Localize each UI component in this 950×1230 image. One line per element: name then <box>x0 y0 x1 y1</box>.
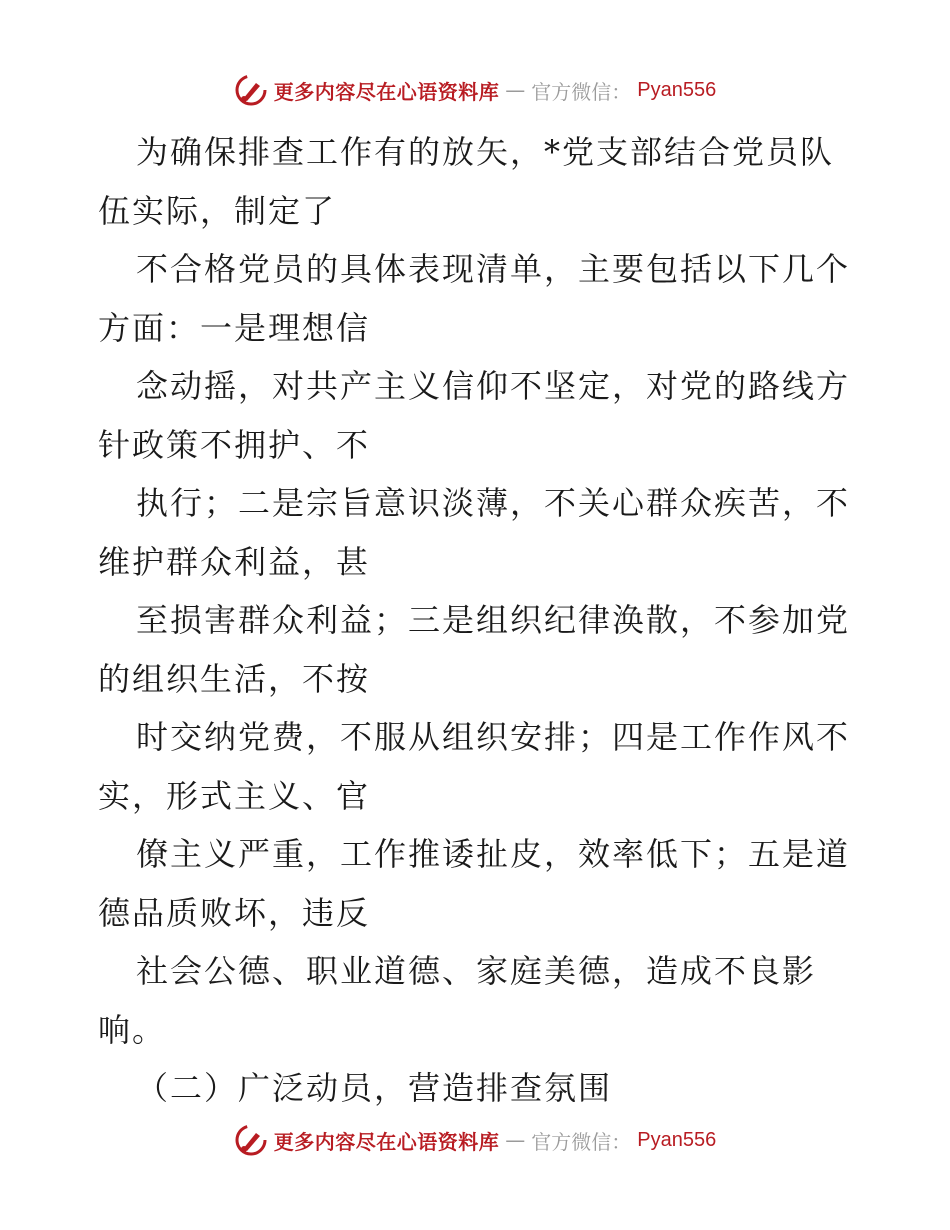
watermark-wechat-label: 官方微信： <box>531 79 632 104</box>
brush-logo-icon <box>234 1123 268 1157</box>
paragraph <box>98 708 858 825</box>
header-watermark <box>0 70 950 110</box>
watermark-text: 更多内容尽在心语资料库 <box>273 79 500 104</box>
paragraph-line: 德品质败坏，违反 <box>98 893 371 932</box>
paragraph-line: 伍实际，制定了 <box>98 191 337 230</box>
watermark-wechat-id: Pyan556 <box>637 1128 717 1151</box>
paragraph-line: 维护群众利益，甚 <box>98 542 371 581</box>
paragraph <box>98 123 858 240</box>
paragraph-line: 僚主义严重，工作推诿扯皮，效率低下；五是道 <box>136 835 851 873</box>
paragraph-line: 为确保排查工作有的放矢，*党支部结合党员队 <box>136 133 835 171</box>
footer-watermark <box>0 1120 950 1160</box>
paragraph-line: 方面：一是理想信 <box>98 308 371 347</box>
paragraph-line: 执行；二是宗旨意识淡薄，不关心群众疾苦，不 <box>136 484 851 522</box>
paragraph-line: 的组织生活，不按 <box>98 659 371 698</box>
paragraph <box>98 474 858 591</box>
watermark-text: 更多内容尽在心语资料库 <box>273 1129 500 1154</box>
paragraph-line: 至损害群众利益；三是组织纪律涣散，不参加党 <box>136 601 851 639</box>
paragraph <box>98 591 858 708</box>
watermark-wechat-id: Pyan556 <box>637 78 717 101</box>
watermark-wechat-label: 官方微信： <box>531 1129 632 1154</box>
paragraph <box>98 357 858 474</box>
paragraph-line: 不合格党员的具体表现清单，主要包括以下几个 <box>136 250 851 288</box>
section-heading: （二）广泛动员，营造排查氛围 <box>136 1069 613 1107</box>
paragraph-line: 时交纳党费，不服从组织安排；四是工作作风不 <box>136 718 851 756</box>
paragraph-line: 社会公德、职业道德、家庭美德，造成不良影 <box>136 952 817 990</box>
brush-logo-icon <box>234 73 268 107</box>
paragraph <box>98 240 858 357</box>
paragraph <box>98 825 858 942</box>
watermark-separator: — <box>505 1128 526 1152</box>
paragraph-line: 针政策不拥护、不 <box>98 425 371 464</box>
paragraph-line: 响。 <box>98 1010 167 1049</box>
paragraph-line: 念动摇，对共产主义信仰不坚定，对党的路线方 <box>136 367 851 405</box>
paragraph <box>98 942 858 1059</box>
watermark-separator: — <box>505 78 526 102</box>
document-body <box>98 123 858 1118</box>
paragraph-line: 实，形式主义、官 <box>98 776 371 815</box>
